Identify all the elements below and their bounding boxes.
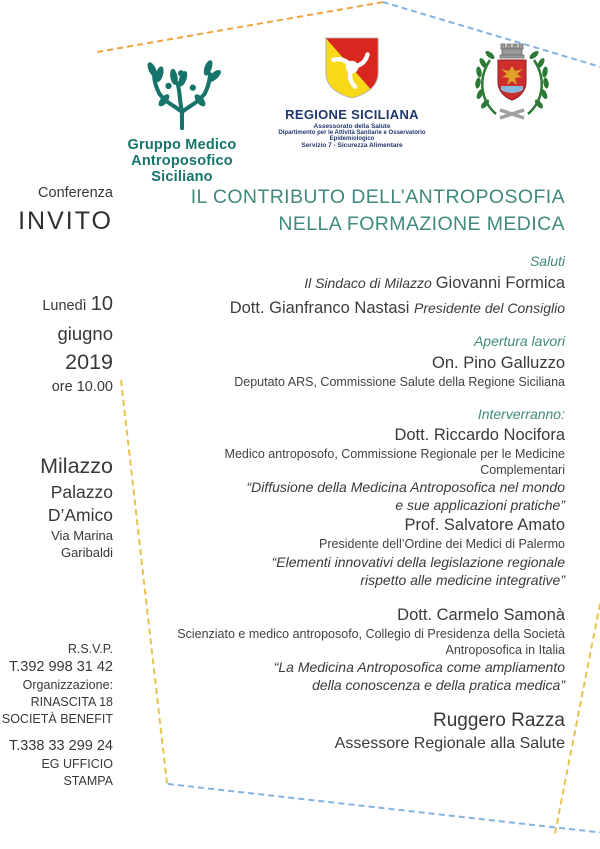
date-day-line bbox=[0, 291, 113, 320]
speaker-quote-line-2: della conoscenza e della pratica medica” bbox=[312, 677, 565, 693]
saluti-role-1: Il Sindaco di Milazzo bbox=[304, 275, 436, 291]
interverranno-heading-wrap bbox=[150, 405, 565, 424]
apertura-heading: Apertura lavori bbox=[473, 333, 565, 349]
speaker-quote-line-2: rispetto alle medicine integrative” bbox=[360, 571, 565, 588]
venue-place-2: D’Amico bbox=[47, 505, 113, 525]
gms-name-line-3: Siciliano bbox=[151, 169, 213, 186]
saluti-heading: Saluti bbox=[529, 253, 565, 269]
regione-subtitle-2: Dipartimento per le Attività Sanitarie e Osservatorio Epidemiologico bbox=[278, 130, 426, 142]
trinacria-shield-icon bbox=[323, 36, 381, 100]
title-line-1: IL CONTRIBUTO DELL’ANTROPOSOFIA bbox=[190, 186, 565, 208]
date-day-label: Lunedì bbox=[42, 298, 91, 314]
apertura-section bbox=[150, 332, 565, 391]
speaker-nocifora bbox=[150, 423, 565, 514]
closing-speaker-role: Assessore Regionale alla Salute bbox=[334, 735, 565, 752]
apertura-speaker-role: Deputato ARS, Commissione Salute della Regione Siciliana bbox=[234, 375, 565, 389]
speaker-role: Medico antroposofo, Commissione Regionale per le Medicine Complementari bbox=[224, 447, 565, 477]
date-year: 2019 bbox=[65, 350, 113, 374]
press-block bbox=[0, 737, 113, 790]
saluti-role-2: Presidente del Consiglio bbox=[414, 300, 565, 316]
speaker-role: Presidente dell’Ordine dei Medici di Palermo bbox=[319, 537, 565, 551]
title-line-2: NELLA FORMAZIONE MEDICA bbox=[278, 213, 565, 235]
gms-logo-name bbox=[120, 137, 244, 186]
saluti-line-2 bbox=[150, 296, 565, 321]
speaker-role-line-2: Antroposofica in Italia bbox=[445, 642, 565, 657]
rsvp-org-label: Organizzazione: bbox=[22, 678, 113, 692]
rsvp-org-line-1: RINASCITA 18 bbox=[30, 695, 113, 709]
press-line-1: EG UFFICIO bbox=[41, 757, 113, 771]
date-month: giugno bbox=[57, 323, 113, 344]
speaker-quote-line-1: “Elementi innovativi della legislazione regionale bbox=[271, 553, 565, 570]
invito-title: INVITO bbox=[18, 207, 113, 235]
interverranno-heading: Interverranno: bbox=[477, 406, 565, 422]
conference-kicker: Conferenza bbox=[38, 185, 113, 201]
saluti-line-1 bbox=[150, 271, 565, 296]
speaker-name: Prof. Salvatore Amato bbox=[404, 516, 565, 534]
saluti-name-1: Giovanni Formica bbox=[435, 274, 565, 292]
rsvp-label: R.S.V.P. bbox=[67, 642, 113, 656]
gms-name-line-2: Antroposofico bbox=[131, 153, 233, 170]
date-time: ore 10.00 bbox=[51, 379, 113, 395]
date-day-number: 10 bbox=[90, 293, 113, 315]
venue-block bbox=[0, 452, 113, 561]
regione-subtitle-3: Servizio 7 - Sicurezza Alimentare bbox=[301, 142, 403, 149]
speaker-quote-line-1: “Diffusione della Medicina Antroposofica nel mondo bbox=[246, 479, 565, 495]
document-title bbox=[150, 184, 565, 238]
speaker-name: Dott. Riccardo Nocifora bbox=[394, 426, 565, 444]
venue-street-1: Via Marina bbox=[51, 528, 113, 543]
saluti-section bbox=[150, 252, 565, 321]
speaker-quote-line-2: e sue applicazioni pratiche” bbox=[395, 497, 565, 513]
regione-subtitle-1: Assessorato della Salute bbox=[313, 123, 391, 130]
decor-line-bottom bbox=[168, 783, 600, 834]
closing-speaker-name: Ruggero Razza bbox=[432, 710, 565, 731]
gms-name-line-1: Gruppo Medico bbox=[127, 137, 237, 153]
regione-siciliana-logo bbox=[265, 36, 439, 149]
gms-logo bbox=[120, 58, 244, 186]
speaker-samona bbox=[150, 603, 565, 694]
rsvp-phone-1: T.392 998 31 42 bbox=[8, 659, 113, 675]
press-phone: T.338 33 299 24 bbox=[8, 738, 113, 754]
mistletoe-plant-icon bbox=[127, 58, 237, 130]
venue-place-1: Palazzo bbox=[50, 482, 113, 502]
speaker-quote-line-1: “La Medicina Antroposofica come ampliamento bbox=[273, 659, 565, 675]
regione-title: REGIONE SICILIANA bbox=[285, 107, 419, 122]
speaker-amato bbox=[150, 513, 565, 589]
speaker-role-line-1: Scienziato e medico antroposofo, Collegio di Presidenza della Società bbox=[177, 627, 565, 641]
speaker-name: Dott. Carmelo Samonà bbox=[397, 606, 565, 624]
invite-block bbox=[0, 183, 113, 237]
closing-speaker bbox=[150, 708, 565, 755]
apertura-speaker-name: On. Pino Galluzzo bbox=[432, 354, 565, 372]
milazzo-crest-logo bbox=[462, 40, 562, 131]
rsvp-org-line-2: SOCIETÀ BENEFIT bbox=[1, 712, 113, 726]
municipal-crest-icon bbox=[464, 40, 560, 126]
venue-street-2: Garibaldi bbox=[60, 545, 113, 560]
press-line-2: STAMPA bbox=[63, 774, 113, 788]
rsvp-block bbox=[0, 641, 113, 728]
saluti-name-2: Dott. Gianfranco Nastasi bbox=[229, 299, 415, 317]
venue-city: Milazzo bbox=[40, 454, 113, 478]
date-block bbox=[0, 291, 113, 398]
